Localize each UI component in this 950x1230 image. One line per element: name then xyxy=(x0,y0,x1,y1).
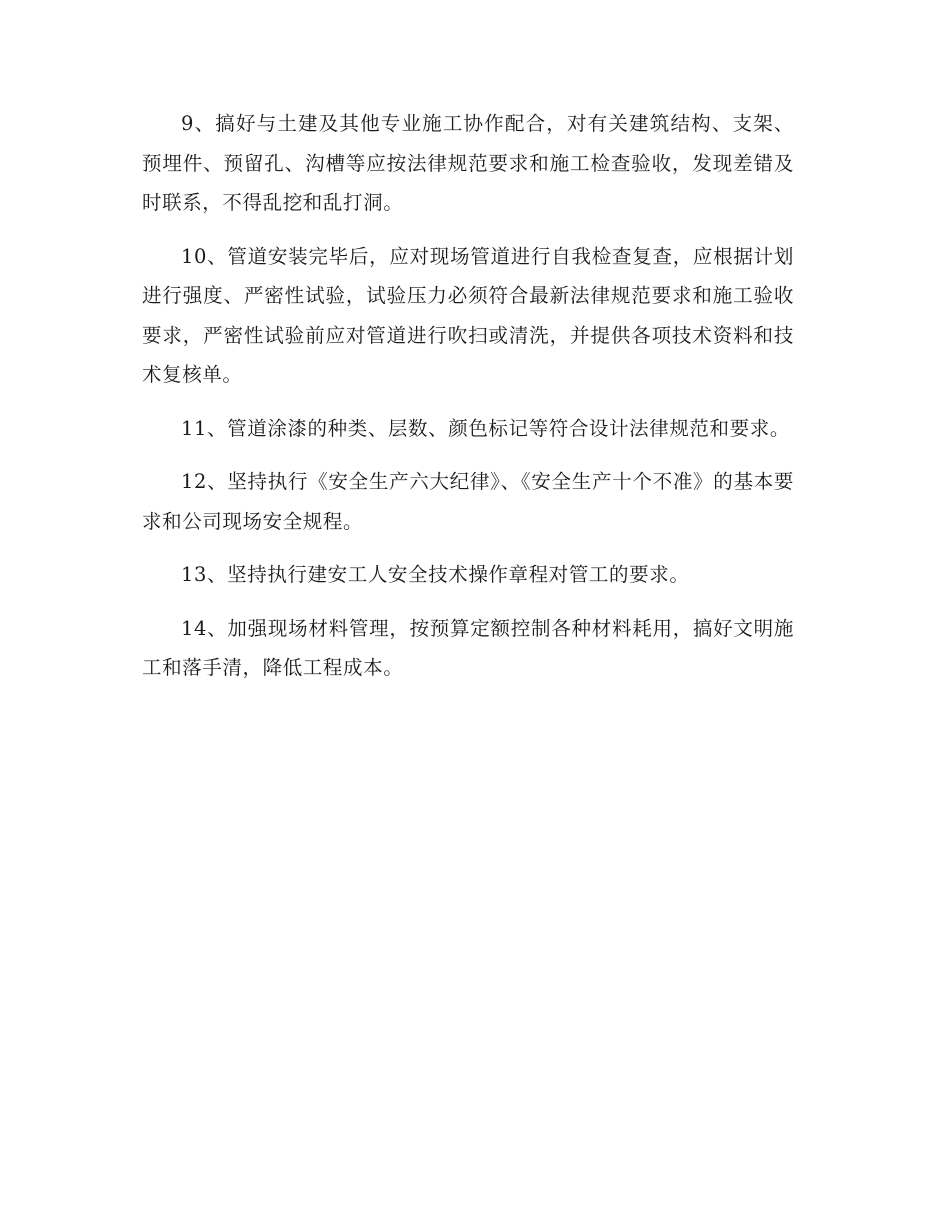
paragraph-9: 9、搞好与土建及其他专业施工协作配合，对有关建筑结构、支架、预埋件、预留孔、沟槽等应按法律规范要求和施工检查验收，发现差错及时联系，不得乱挖和乱打洞。 xyxy=(142,112,794,214)
paragraph-13: 13、坚持执行建安工人安全技术操作章程对管工的要求。 xyxy=(181,563,690,586)
paragraph-11: 11、管道涂漆的种类、层数、颜色标记等符合设计法律规范和要求。 xyxy=(181,416,790,440)
paragraph-14: 14、加强现场材料管理，按预算定额控制各种材料耗用，搞好文明施工和落手清，降低工程成本。 xyxy=(142,616,794,679)
document-body xyxy=(142,104,794,702)
paragraph-12: 12、坚持执行《安全生产六大纪律》、《安全生产十个不准》的基本要求和公司现场安全规程。 xyxy=(142,470,794,533)
paragraph-10: 10、管道安装完毕后，应对现场管道进行自我检查复查，应根据计划进行强度、严密性试验，试验压力必须符合最新法律规范要求和施工验收要求，严密性试验前应对管道进行吹扫或清洗，并提供各项技术资料和技术复核单。 xyxy=(142,244,794,386)
